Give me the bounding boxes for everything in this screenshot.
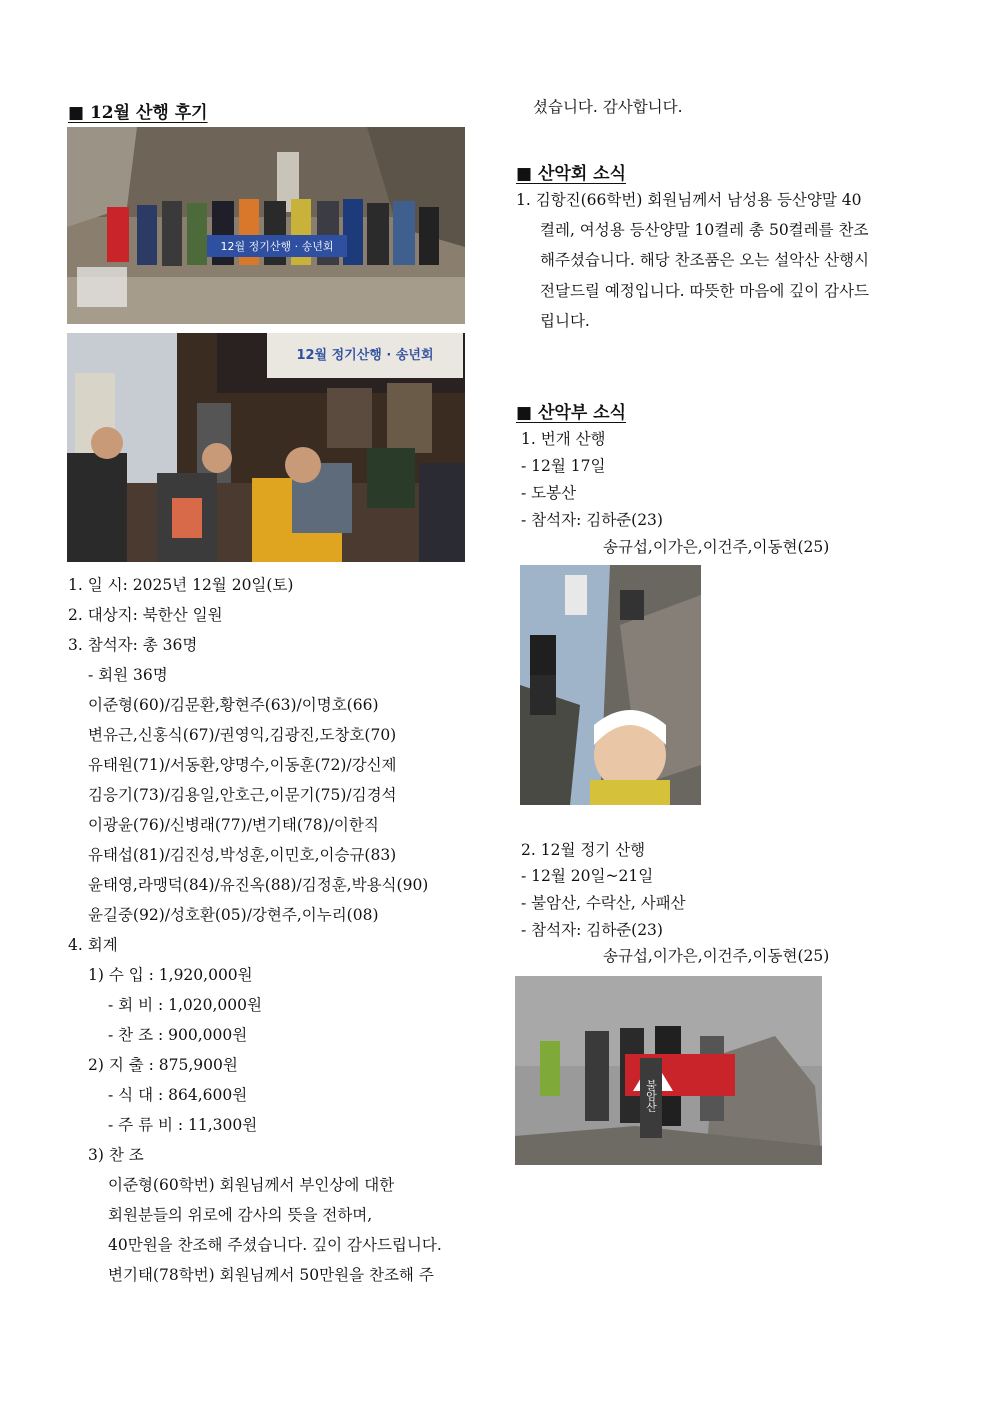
- member-names-line-1: 이준형(60)/김문환,황현주(63)/이명호(66): [88, 696, 379, 714]
- donation-text-continuation: 셨습니다. 감사합니다.: [533, 98, 683, 116]
- hike1-attendees: - 참석자: 김하준(23): [521, 511, 663, 529]
- member-names-line-8: 윤길중(92)/성호환(05)/강현주,이누리(08): [88, 906, 379, 924]
- summit-marker-text: 불암산: [644, 1079, 658, 1113]
- section-heading-december-hike: ■ 12월 산행 후기: [68, 103, 208, 123]
- hike1-attendees-2: 송규섭,이가은,이건주,이동현(25): [603, 538, 830, 556]
- members-count-line: - 회원 36명: [88, 666, 168, 684]
- hike2-location: - 불암산, 수락산, 사패산: [521, 894, 686, 912]
- regular-hike-summit-photo: [515, 976, 822, 1165]
- group-photo-dinner: [67, 333, 465, 562]
- membership-fee-line: - 회 비 : 1,020,000원: [108, 996, 262, 1014]
- hike2-date: - 12월 20일~21일: [521, 867, 654, 885]
- meal-cost-line: - 식 대 : 864,600원: [108, 1086, 248, 1104]
- date-line: 1. 일 시: 2025년 12월 20일(토): [68, 576, 294, 594]
- photo2-banner-text: 12월 정기산행 · 송년회: [296, 348, 434, 363]
- attendees-line: 3. 참석자: 총 36명: [68, 636, 198, 654]
- donation-text-line-4: 변기태(78학번) 회원님께서 50만원을 찬조해 주: [108, 1266, 434, 1284]
- group-photo-outdoor: [67, 127, 465, 324]
- club-news-line-3: 해주셨습니다. 해당 찬조품은 오는 설악산 산행시: [540, 251, 870, 269]
- donation-amount-line: - 찬 조 : 900,000원: [108, 1026, 248, 1044]
- hike2-attendees-2: 송규섭,이가은,이건주,이동현(25): [603, 947, 830, 965]
- club-news-line-4: 전달드릴 예정입니다. 따뜻한 마음에 깊이 감사드: [540, 282, 870, 300]
- hike1-title: 1. 번개 산행: [521, 430, 606, 448]
- accounting-heading: 4. 회계: [68, 936, 118, 954]
- section-heading-dept-news: ■ 산악부 소식: [516, 403, 627, 423]
- club-news-line-1: 1. 김항진(66학번) 회원님께서 남성용 등산양말 40: [516, 191, 862, 209]
- hike1-location: - 도봉산: [521, 484, 577, 502]
- member-names-line-6: 유태섭(81)/김진성,박성훈,이민호,이승규(83): [88, 846, 397, 864]
- income-line: 1) 수 입 : 1,920,000원: [88, 966, 253, 984]
- donation-text-line-3: 40만원을 찬조해 주셨습니다. 깊이 감사드립니다.: [108, 1236, 442, 1254]
- member-names-line-3: 유태원(71)/서동환,양명수,이동훈(72)/강신제: [88, 756, 397, 774]
- member-names-line-5: 이광윤(76)/신병래(77)/변기태(78)/이한직: [88, 816, 379, 834]
- hike2-attendees: - 참석자: 김하준(23): [521, 921, 663, 939]
- member-names-line-2: 변유근,신홍식(67)/권영익,김광진,도창호(70): [88, 726, 397, 744]
- section-heading-club-news: ■ 산악회 소식: [516, 164, 627, 184]
- lightning-hike-photo: [520, 565, 701, 805]
- donation-text-line-1: 이준형(60학번) 회원님께서 부인상에 대한: [108, 1176, 395, 1194]
- donation-text-line-2: 회원분들의 위로에 감사의 뜻을 전하며,: [108, 1206, 373, 1224]
- club-news-line-2: 켤레, 여성용 등산양말 10켤레 총 50켤레를 찬조: [540, 221, 869, 239]
- member-names-line-4: 김응기(73)/김용일,안호근,이문기(75)/김경석: [88, 786, 397, 804]
- liquor-cost-line: - 주 류 비 : 11,300원: [108, 1116, 258, 1134]
- club-news-line-5: 립니다.: [540, 312, 590, 330]
- hike1-date: - 12월 17일: [521, 457, 606, 475]
- hike2-title: 2. 12월 정기 산행: [521, 841, 646, 859]
- location-line: 2. 대상지: 북한산 일원: [68, 606, 223, 624]
- expense-line: 2) 지 출 : 875,900원: [88, 1056, 238, 1074]
- photo1-banner-text: 12월 정기산행 · 송년회: [220, 240, 334, 253]
- member-names-line-7: 윤태영,라맹덕(84)/유진옥(88)/김정훈,박용식(90): [88, 876, 429, 894]
- donation-heading: 3) 찬 조: [88, 1146, 144, 1164]
